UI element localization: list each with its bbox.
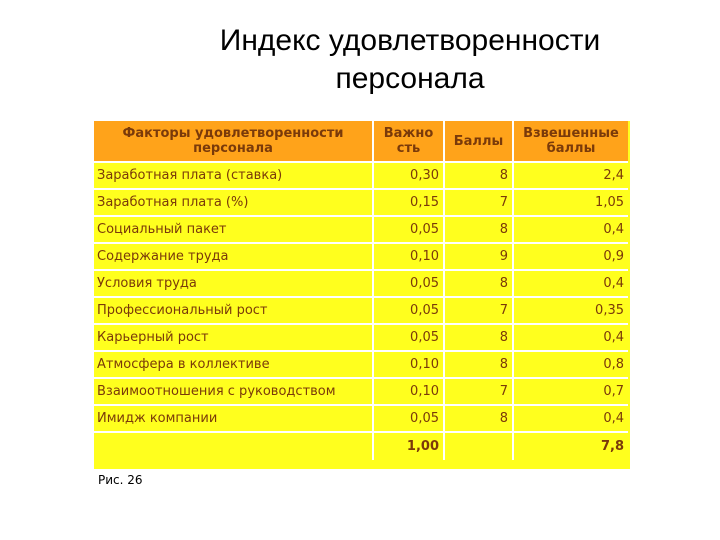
importance-cell: 0,10 [373,378,444,405]
factor-cell: Содержание труда [94,243,373,270]
importance-cell: 0,05 [373,216,444,243]
score-cell: 7 [444,378,513,405]
total-label-cell [94,432,373,460]
factor-cell: Заработная плата (%) [94,189,373,216]
page-title [180,22,640,98]
factor-cell: Профессиональный рост [94,297,373,324]
table-row [94,405,628,432]
total-weighted-cell: 7,8 [513,432,628,460]
weighted-cell: 0,8 [513,351,628,378]
total-importance-cell: 1,00 [373,432,444,460]
title-line-1: Индекс удовлетворенности [219,24,601,57]
table-body [94,162,628,460]
table-row [94,216,628,243]
table-row [94,162,628,189]
factor-cell: Условия труда [94,270,373,297]
importance-cell: 0,05 [373,297,444,324]
importance-cell: 0,15 [373,189,444,216]
weighted-cell: 0,4 [513,324,628,351]
satisfaction-table [94,121,628,460]
weighted-cell: 0,35 [513,297,628,324]
factor-cell: Имидж компании [94,405,373,432]
score-cell: 8 [444,216,513,243]
header-importance: Важно сть [373,121,444,162]
score-cell: 8 [444,270,513,297]
total-score-cell [444,432,513,460]
figure-caption: Рис. 26 [98,473,143,487]
weighted-cell: 1,05 [513,189,628,216]
factor-cell: Взаимоотношения с руководством [94,378,373,405]
weighted-cell: 2,4 [513,162,628,189]
importance-cell: 0,05 [373,270,444,297]
table-figure [94,121,631,469]
factor-cell: Заработная плата (ставка) [94,162,373,189]
weighted-cell: 0,4 [513,270,628,297]
factor-cell: Карьерный рост [94,324,373,351]
importance-cell: 0,05 [373,405,444,432]
header-score: Баллы [444,121,513,162]
score-cell: 7 [444,297,513,324]
score-cell: 9 [444,243,513,270]
weighted-cell: 0,7 [513,378,628,405]
table-row [94,189,628,216]
score-cell: 7 [444,189,513,216]
importance-cell: 0,30 [373,162,444,189]
table-row [94,378,628,405]
weighted-cell: 0,4 [513,216,628,243]
table-row [94,270,628,297]
table-row [94,243,628,270]
importance-cell: 0,05 [373,324,444,351]
score-cell: 8 [444,351,513,378]
title-line-2: персонала [335,62,485,95]
header-row [94,121,628,162]
total-row [94,432,628,460]
importance-cell: 0,10 [373,351,444,378]
score-cell: 8 [444,324,513,351]
factor-cell: Атмосфера в коллективе [94,351,373,378]
score-cell: 8 [444,405,513,432]
factor-cell: Социальный пакет [94,216,373,243]
importance-cell: 0,10 [373,243,444,270]
table-row [94,351,628,378]
weighted-cell: 0,4 [513,405,628,432]
weighted-cell: 0,9 [513,243,628,270]
header-weighted: Взвешенные баллы [513,121,628,162]
table-row [94,297,628,324]
table-row [94,324,628,351]
score-cell: 8 [444,162,513,189]
header-factor: Факторы удовлетворенности персонала [94,121,373,162]
